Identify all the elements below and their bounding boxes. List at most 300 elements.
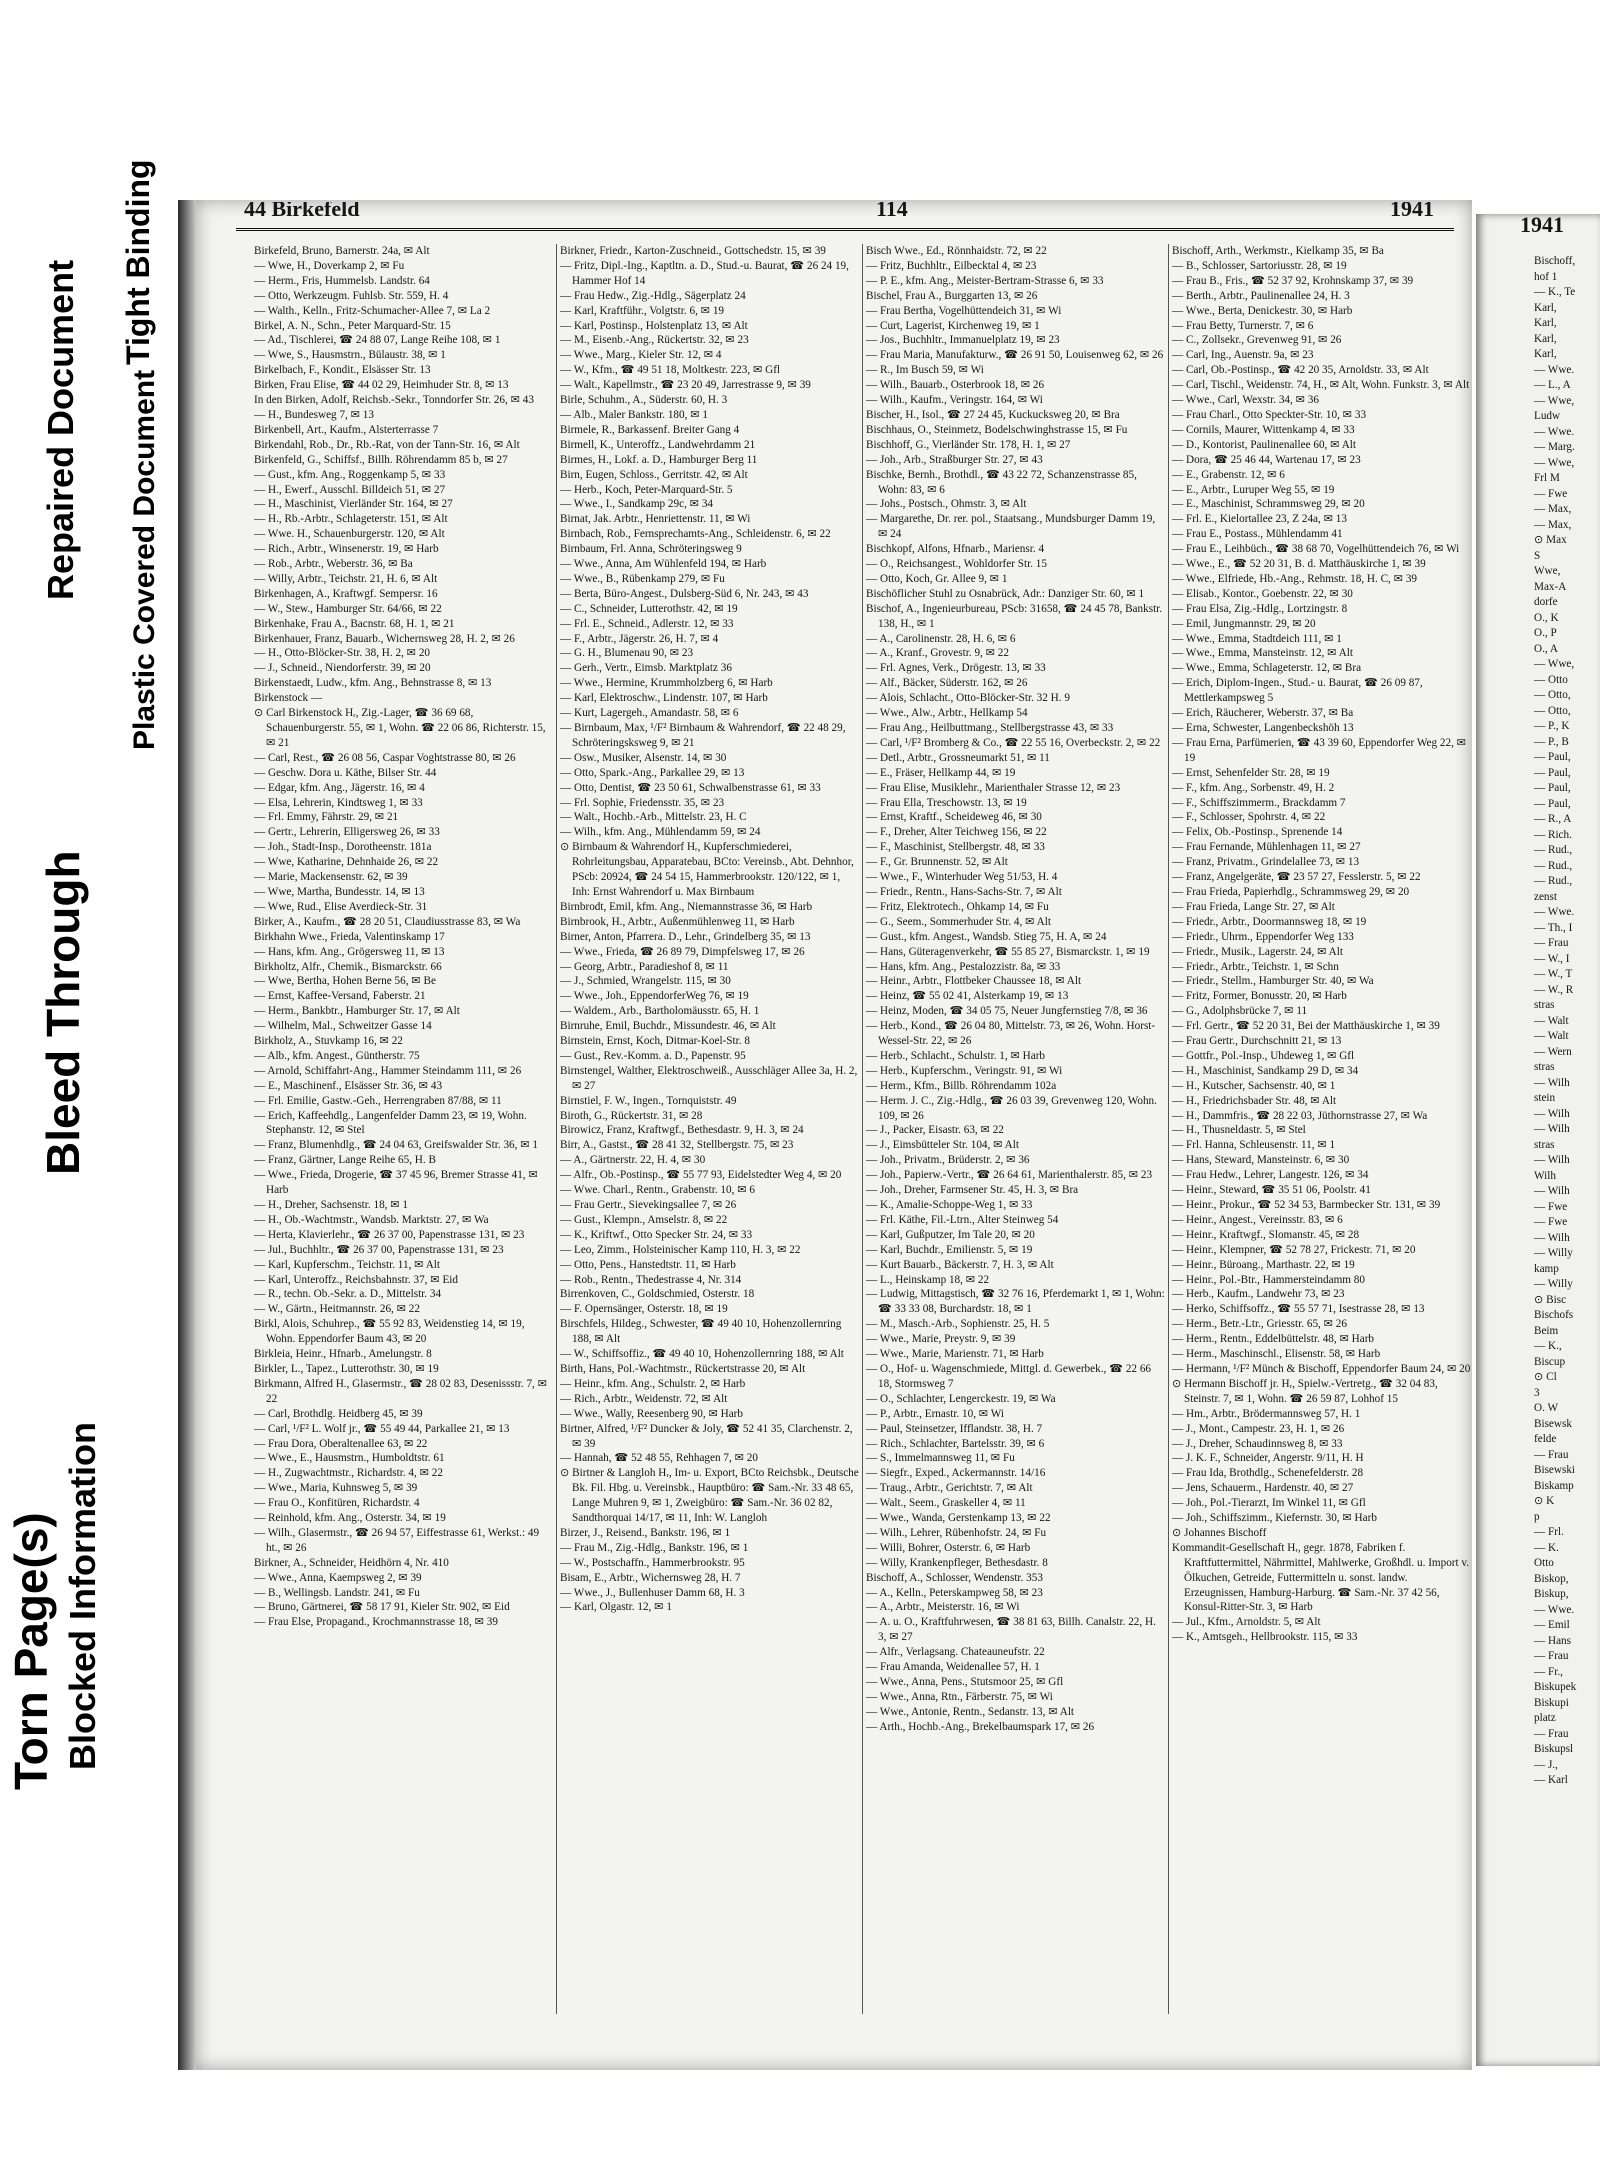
directory-entry: — Ernst, Kaffee-Versand, Faberstr. 21 — [254, 990, 426, 1003]
directory-entry: — Frau Amanda, Weidenallee 57, H. 1 — [866, 1661, 1040, 1674]
directory-entry: — Cornils, Maurer, Wittenkamp 4, ✉ 33 — [1172, 423, 1355, 436]
directory-entry: Birschfels, Hildeg., Schwester, ☎ 49 40 10, Hohenzollernring 188, ✉ Alt — [560, 1318, 842, 1346]
directory-entry: Bischhaus, O., Steinmetz, Bodelschwinghstrasse 15, ✉ Fu — [866, 423, 1128, 436]
directory-entry: — F., Gr. Brunnenstr. 52, ✉ Alt — [866, 856, 1008, 869]
next-page-fragment: — Wilh — [1534, 1123, 1570, 1135]
directory-entry: — Frau Charl., Otto Speckter-Str. 10, ✉ 33 — [1172, 408, 1367, 421]
next-page-fragment: stras — [1534, 999, 1555, 1011]
directory-entry: — Herb., Kaufm., Landwehr 73, ✉ 23 — [1172, 1288, 1345, 1301]
next-page-fragment: O., P — [1534, 627, 1557, 639]
next-page-fragment: — Wilh — [1534, 1154, 1570, 1166]
directory-entry: Birkefeld, Bruno, Barnerstr. 24a, ✉ Alt — [254, 245, 430, 257]
directory-entry: — Karl, Elektroschw., Lindenstr. 107, ✉ Harb — [560, 692, 768, 705]
directory-entry: ⊙ Hermann Bischoff jr. Hᵣ, Spielw.-Vertretg., ☎ 32 04 83, Steinstr. 7, ✉ 1, Wohn. ☎ 26 59 87, Lohhof 15 — [1172, 1377, 1438, 1405]
directory-entry: — Herb., Schlacht., Schulstr. 1, ✉ Harb — [866, 1049, 1046, 1062]
next-page-fragment: — Wilh — [1534, 1231, 1570, 1244]
directory-entry: — Joh., Dreher, Farmsener Str. 45, H. 3, ✉ Bra — [866, 1184, 1079, 1197]
directory-entry: — Otto, Pens., Hanstedtstr. 11, ✉ Harb — [560, 1258, 736, 1271]
directory-entry: Birkenfeld, G., Schiffsf., Billh. Röhrendamm 85 b, ✉ 27 — [254, 453, 508, 466]
next-page-fragment: Karl, — [1534, 332, 1557, 345]
next-page-fragment: felde — [1534, 1433, 1557, 1445]
directory-entry: — Walt., Seem., Graskeller 4, ✉ 11 — [866, 1497, 1026, 1510]
next-page-fragment: stras — [1534, 1061, 1555, 1073]
directory-entry: — Friedr., Rentn., Hans-Sachs-Str. 7, ✉ Alt — [866, 885, 1062, 898]
label-blocked-information: Blocked Information — [62, 1421, 103, 1770]
directory-entry: — Joh., Privatm., Brüderstr. 2, ✉ 36 — [866, 1154, 1030, 1167]
next-page-fragment: — Marg. — [1534, 441, 1575, 453]
directory-entry: — Otto, Koch, Gr. Allee 9, ✉ 1 — [866, 572, 1008, 585]
directory-entry: — Wwe., Marg., Kieler Str. 12, ✉ 4 — [560, 349, 722, 362]
next-page-fragment: ⊙ Bisc — [1534, 1293, 1567, 1306]
directory-entry: ⊙ Birnbaum & Wahrendorf Hᵣ, Kupferschmiederei, Rohrleitungsbau, Apparatebau, BCto: Vereinsb., Abt. Dehnhor, PScb: 20924, ☎ 24 54 15, Hammerbrookstr. 120/122, ✉ 1, Inh: Ernst Wahrendorf u. Max Birnbaum — [560, 841, 854, 898]
directory-entry: — Frau Else, Propagand., Krochmannstrasse 18, ✉ 39 — [254, 1616, 498, 1629]
directory-entry: — Rob., Rentn., Thedestrasse 4, Nr. 314 — [560, 1273, 742, 1286]
directory-entry: — Herm., Fris, Hummelsb. Landstr. 64 — [254, 274, 430, 287]
next-page-fragment: — Walt — [1534, 1030, 1569, 1042]
next-page-fragment: stein — [1534, 1092, 1556, 1104]
column-3 — [866, 244, 1166, 2014]
next-page-fragment: — R., A — [1534, 813, 1572, 825]
directory-entry: Birle, Schuhm., A., Süderstr. 60, H. 3 — [560, 394, 728, 407]
directory-entry: Birkelbach, F., Kondit., Elsässer Str. 13 — [254, 364, 431, 377]
directory-entry: — J., Eimsbütteler Str. 104, ✉ Alt — [866, 1139, 1019, 1152]
directory-entry: — Otto, Spark.-Ang., Parkallee 29, ✉ 13 — [560, 766, 745, 779]
directory-entry: ⊙ Birtner & Langloh Hᵣ, Im- u. Export, BCto Reichsbk., Deutsche Bk. Fil. Hbg. u. Vereinsbk., Hauptbüro: ☎ Sam.-Nr. 33 48 65, Lange Muhren 9, ✉ 1, Zweigbüro: ☎ Sam.-Nr. 36 02 82, Sandthorquai 14/17, ✉ 11, Inh: W. Langloh — [560, 1467, 859, 1525]
directory-entry: Birkner, Friedr., Karton-Zuschneid., Gottschedstr. 15, ✉ 39 — [560, 245, 826, 257]
directory-entry: — A., Gärtnerstr. 22, H. 4, ✉ 30 — [560, 1154, 706, 1167]
directory-entry: Birmell, K., Unteroffz., Landwehrdamm 21 — [560, 438, 756, 451]
directory-entry: Birken, Frau Elise, ☎ 44 02 29, Heimhuder Str. 8, ✉ 13 — [254, 379, 509, 392]
label-repaired-document: Repaired Document — [40, 259, 81, 600]
next-page-fragment: — Hans — [1534, 1634, 1571, 1647]
next-page-fragment: — Rich. — [1534, 828, 1572, 841]
directory-entry: — Alfr., Ob.-Postinsp., ☎ 55 77 93, Eidelstedter Weg 4, ✉ 20 — [560, 1169, 842, 1182]
directory-entry: — Franz, Angelgeräte, ☎ 23 57 27, Fesslerstr. 5, ✉ 22 — [1172, 871, 1421, 884]
directory-entry: Birmes, H., Lokf. a. D., Hamburger Berg 11 — [560, 453, 758, 466]
directory-entry: — C., Zollsekr., Grevenweg 91, ✉ 26 — [1172, 334, 1342, 347]
next-page-fragment: p — [1534, 1510, 1540, 1523]
column-4 — [1172, 244, 1472, 2014]
directory-entry: — Paul, Steinsetzer, Ifflandstr. 38, H. 7 — [866, 1422, 1043, 1435]
next-page-fragment: — Wwe. — [1534, 1603, 1575, 1616]
directory-entry: Birnbach, Rob., Fernsprechamts-Ang., Schleidenstr. 6, ✉ 22 — [560, 528, 831, 541]
directory-entry: — H., Thusneldastr. 5, ✉ Stel — [1172, 1124, 1306, 1137]
next-page-fragment: — P., B — [1534, 735, 1569, 748]
directory-entry: — Gertr., Lehrerin, Elligersweg 26, ✉ 33 — [254, 826, 440, 839]
next-page-fragment: — Frau — [1534, 1650, 1569, 1662]
directory-entry: — J., Schmied, Wrangelstr. 115, ✉ 30 — [560, 975, 731, 988]
directory-entry: — B., Schlosser, Sartoriusstr. 28, ✉ 19 — [1172, 259, 1347, 272]
directory-entry: — Herm., Bankbtr., Hamburger Str. 17, ✉ Alt — [254, 1005, 460, 1018]
directory-entry: Bischkopf, Alfons, Hfnarb., Mariensr. 4 — [866, 543, 1045, 556]
directory-entry: — Frau Ang., Heilbuttmang., Stellbergstrasse 43, ✉ 33 — [866, 722, 1114, 734]
next-page-fragment: Wwe, — [1534, 565, 1561, 577]
directory-entry: — Heinr., Klempner, ☎ 52 78 27, Frickestr. 71, ✉ 20 — [1172, 1243, 1416, 1256]
directory-page — [196, 200, 1472, 2070]
directory-entry: — Leo, Zimm., Holsteinischer Kamp 110, H. 3, ✉ 22 — [560, 1243, 801, 1256]
directory-entry: — H., Dammfris., ☎ 28 22 03, Jüthornstrasse 27, ✉ Wa — [1172, 1109, 1428, 1122]
directory-entry: — Emil, Jungmannstr. 29, ✉ 20 — [1172, 617, 1316, 630]
directory-entry: — Joh., Stadt-Insp., Dorotheenstr. 181a — [254, 841, 432, 854]
directory-entry: — Franz, Gärtner, Lange Reihe 65, H. B — [254, 1154, 436, 1167]
directory-entry: — Walth., Kelln., Fritz-Schumacher-Allee 7, ✉ La 2 — [254, 304, 491, 317]
directory-entry: Birkenbell, Art., Kaufm., Alsterterrasse 7 — [254, 423, 439, 436]
directory-entry: — Erich, Diplom-Ingen., Stud.- u. Baurat, ☎ 26 09 87, Mettlerkampsweg 5 — [1172, 677, 1423, 705]
next-page-fragment: — Wwe. — [1534, 425, 1575, 438]
directory-entry: Bisch Wwe., Ed., Rönnhaidstr. 72, ✉ 22 — [866, 245, 1047, 257]
directory-entry: — Heinr., Angest., Vereinsstr. 83, ✉ 6 — [1172, 1213, 1343, 1226]
directory-entry: — Frl. Sophie, Friedensstr. 35, ✉ 23 — [560, 796, 725, 809]
directory-entry: — F., Schlosser, Spohrstr. 4, ✉ 22 — [1172, 811, 1326, 824]
next-page-fragment: — Otto, — [1534, 689, 1571, 701]
next-page-fragment: — Frl. — [1534, 1526, 1564, 1538]
directory-entry: Birn, Eugen, Schloss., Gerritstr. 42, ✉ Alt — [560, 468, 748, 481]
directory-entry: — Herm. J. C., Zig.-Hdlg., ☎ 26 03 39, Grevenweg 120, Wohn. 109, ✉ 26 — [866, 1094, 1157, 1122]
directory-entry: — Jos., Buchhltr., Immanuelplatz 19, ✉ 23 — [866, 334, 1060, 347]
directory-entry: — Wilh., Kaufm., Veringstr. 164, ✉ Wi — [866, 394, 1043, 407]
next-page-fragment: Biskup, — [1534, 1588, 1569, 1600]
directory-entry: — Frau Gertr., Durchschnitt 21, ✉ 13 — [1172, 1035, 1342, 1048]
next-page-fragment: Biskupek — [1534, 1681, 1577, 1693]
directory-entry: — Gottfr., Pol.-Insp., Uhdeweg 1, ✉ Gfl — [1172, 1049, 1355, 1062]
directory-entry: — Alb., kfm. Angest., Güntherstr. 75 — [254, 1049, 420, 1062]
directory-entry: — Frl. Hanna, Schleusenstr. 11, ✉ 1 — [1172, 1139, 1336, 1152]
directory-entry: — Edgar, kfm. Ang., Jägerstr. 16, ✉ 4 — [254, 781, 425, 794]
directory-entry: — Wwe., Alw., Arbtr., Hellkamp 54 — [866, 707, 1028, 720]
next-page-fragment: — Max, — [1534, 503, 1572, 515]
column-2 — [560, 244, 860, 2014]
directory-entry: — H., Ewerf., Ausschl. Billdeich 51, ✉ 27 — [254, 483, 446, 496]
next-page-fragment: — Karl — [1534, 1774, 1568, 1786]
directory-entry: — Wilh., Glasermstr., ☎ 26 94 57, Eiffestrasse 61, Werkst.: 49 ht., ✉ 26 — [254, 1526, 540, 1554]
directory-entry: — Gust., Klempn., Amselstr. 8, ✉ 22 — [560, 1213, 728, 1226]
directory-entry: — Carl, Brothdlg. Heidberg 45, ✉ 39 — [254, 1407, 423, 1420]
book-spine — [178, 200, 196, 2070]
directory-entry: — Carl, Tischl., Weidenstr. 74, H., ✉ Alt, Wohn. Funkstr. 3, ✉ Alt — [1172, 379, 1470, 392]
directory-entry: — Wilh., Bauarb., Osterbrook 18, ✉ 26 — [866, 379, 1045, 392]
directory-entry: Birkenhauer, Franz, Bauarb., Wichernsweg 28, H. 2, ✉ 26 — [254, 632, 515, 645]
directory-entry: — Wwe., Antonie, Rentn., Sedanstr. 13, ✉ Alt — [866, 1705, 1075, 1718]
directory-entry: — Carl, Ing., Auenstr. 9a, ✉ 23 — [1172, 349, 1314, 362]
directory-entry: — F., Arbtr., Jägerstr. 26, H. 7, ✉ 4 — [560, 632, 719, 645]
directory-entry: — Frau Erna, Parfümerien, ☎ 43 39 60, Eppendorfer Weg 22, ✉ 19 — [1172, 736, 1467, 764]
next-page-fragment: O., K — [1534, 611, 1559, 624]
directory-entry: — H., Rb.-Arbtr., Schlageterstr. 151, ✉ Alt — [254, 513, 448, 526]
directory-entry: Birrenkoven, C., Goldschmied, Osterstr. 18 — [560, 1288, 755, 1301]
directory-entry: Birth, Hans, Pol.-Wachtmstr., Rückertstrasse 20, ✉ Alt — [560, 1362, 806, 1375]
next-page-fragment: Max-A — [1534, 580, 1567, 593]
next-page-fragment: Beim — [1534, 1324, 1559, 1337]
directory-entry: — Wwe., Frieda, Drogerie, ☎ 37 45 96, Bremer Strasse 41, ✉ Harb — [254, 1169, 538, 1197]
directory-entry: — Walt., Kapellmstr., ☎ 23 20 49, Jarrestrasse 9, ✉ 39 — [560, 379, 811, 392]
directory-entry: — K., Kriftwf., Otto Specker Str. 24, ✉ 33 — [560, 1228, 753, 1241]
directory-entry: — Carl, ¹/F² Bromberg & Co., ☎ 22 55 16, Overbeckstr. 2, ✉ 22 — [866, 736, 1161, 749]
directory-entry: — G., Adolphsbrücke 7, ✉ 11 — [1172, 1005, 1308, 1018]
directory-entry: — Herb., Kond., ☎ 26 04 80, Mittelstr. 73, ✉ 26, Wohn. Horst-Wessel-Str. 22, ✉ 26 — [866, 1020, 1156, 1048]
directory-entry: — Wwe, Katharine, Dehnhaide 26, ✉ 22 — [254, 856, 439, 869]
directory-entry: — Ad., Tischlerei, ☎ 24 88 07, Lange Reihe 108, ✉ 1 — [254, 334, 501, 347]
column-rule — [862, 244, 863, 2014]
directory-entry: Birkendahl, Rob., Dr., Rb.-Rat, von der Tann-Str. 16, ✉ Alt — [254, 438, 520, 451]
next-page-fragment: — K. — [1534, 1541, 1559, 1554]
directory-entry: — Wilh., Lehrer, Rübenhofstr. 24, ✉ Fu — [866, 1526, 1047, 1539]
directory-entry: Birnbrook, H., Arbtr., Außenmühlenweg 11, ✉ Harb — [560, 915, 795, 928]
directory-entry: — Hans, kfm. Ang., Pestalozzistr. 8a, ✉ 33 — [866, 960, 1061, 973]
directory-entry: — Otto, Dentist, ☎ 23 50 61, Schwalbenstrasse 61, ✉ 33 — [560, 781, 821, 794]
next-page-fragment: — Frau — [1534, 1448, 1569, 1461]
directory-entry: — Karl, Olgastr. 12, ✉ 1 — [560, 1601, 672, 1614]
directory-entry: — Erich, Kaffeehdlg., Langenfelder Damm 23, ✉ 19, Wohn. Stephanstr. 12, ✉ Stel — [254, 1109, 527, 1137]
next-page-fragment: 3 — [1534, 1386, 1540, 1399]
directory-entry: — Wwe, H., Doverkamp 2, ✉ Fu — [254, 259, 405, 272]
directory-entry: — Frau Dora, Oberaltenallee 63, ✉ 22 — [254, 1437, 428, 1450]
next-page-fragment: — Emil — [1534, 1619, 1570, 1631]
directory-entry: — K., Amalie-Schoppe-Weg 1, ✉ 33 — [866, 1199, 1033, 1211]
directory-entry: — Frl. E., Schneid., Adlerstr. 12, ✉ 33 — [560, 617, 734, 630]
directory-entry: — Heinr., Prokur., ☎ 52 34 53, Barmbecker Str. 131, ✉ 39 — [1172, 1199, 1441, 1211]
directory-entry: — Heinr., Arbtr., Flottbeker Chaussee 18, ✉ Alt — [866, 975, 1082, 988]
directory-entry: — Fritz, Elektrotech., Ohkamp 14, ✉ Fu — [866, 900, 1049, 913]
directory-entry: — Joh., Papierw.-Vertr., ☎ 26 64 61, Marienthalerstr. 85, ✉ 23 — [866, 1169, 1153, 1182]
next-page-fragment: — Willy — [1534, 1247, 1573, 1259]
directory-entry: Birnbaum, Frl. Anna, Schröteringsweg 9 — [560, 543, 742, 556]
directory-entry: Birkmann, Alfred H., Glasermstr., ☎ 28 02 83, Desenissstr. 7, ✉ 22 — [254, 1377, 548, 1405]
directory-entry: — Birnbaum, Max, ¹/F² Birnbaum & Wahrendorf, ☎ 22 48 29, Schröteringsksweg 9, ✉ 21 — [560, 722, 846, 749]
directory-entry: — O., Reichsangest., Wohldorfer Str. 15 — [866, 558, 1047, 571]
directory-entry: Birnbrodt, Emil, kfm. Ang., Niemannstrasse 36, ✉ Harb — [560, 900, 813, 913]
next-page-fragment: — Wern — [1534, 1045, 1572, 1058]
directory-entry: — Erna, Schwester, Langenbeckshöh 13 — [1172, 722, 1354, 734]
next-page-fragment: Biskupsl — [1534, 1743, 1574, 1755]
next-page-fragment: Biscup — [1534, 1355, 1566, 1368]
next-page-fragment: — Paul, — [1534, 751, 1571, 763]
directory-entry: — Frau Gertr., Sievekingsallee 7, ✉ 26 — [560, 1199, 737, 1211]
column-1 — [254, 244, 554, 2014]
directory-entry: Birnstiel, F. W., Ingen., Tornquiststr. 49 — [560, 1094, 737, 1107]
directory-entry: — Frl. Emilie, Gastw.-Geh., Herrengraben 87/88, ✉ 11 — [254, 1094, 502, 1107]
directory-entry: Birker, A., Kaufm., ☎ 28 20 51, Claudiusstrasse 83, ✉ Wa — [254, 915, 521, 928]
directory-entry: — Wwe, S., Hausmstrn., Bülaustr. 38, ✉ 1 — [254, 349, 446, 362]
directory-entry: — Herb., Koch, Peter-Marquard-Str. 5 — [560, 483, 733, 496]
next-page-fragment: hof 1 — [1534, 270, 1558, 283]
directory-entry: — Alfr., Verlagsang. Chateauneufstr. 22 — [866, 1646, 1045, 1659]
next-page-fragment: Frl M — [1534, 472, 1560, 484]
directory-entry: Birr, A., Gastst., ☎ 28 41 32, Stellbergstr. 75, ✉ 23 — [560, 1139, 794, 1152]
directory-entry: — Bruno, Gärtnerei, ☎ 58 17 91, Kieler Str. 902, ✉ Eid — [254, 1601, 510, 1614]
directory-entry: Birmele, R., Barkassenf. Breiter Gang 4 — [560, 423, 740, 436]
directory-entry: — K., Amtsgeh., Hellbrookstr. 115, ✉ 33 — [1172, 1631, 1358, 1644]
directory-entry: — Hans, Steward, Mansteinstr. 6, ✉ 30 — [1172, 1154, 1350, 1167]
directory-entry: — Otto, Werkzeugm. Fuhlsb. Str. 559, H. 4 — [254, 289, 449, 302]
next-page-fragment: O., A — [1534, 642, 1558, 655]
next-page-fragment: — Otto — [1534, 673, 1568, 686]
next-page-fragment: — Wilh — [1534, 1107, 1570, 1120]
directory-entry: — Curt, Lagerist, Kirchenweg 19, ✉ 1 — [866, 319, 1040, 332]
directory-entry: Birkel, A. N., Schn., Peter Marquard-Str. 15 — [254, 319, 451, 332]
directory-entry: — W., Postschaffn., Hammerbrookstr. 95 — [560, 1556, 745, 1569]
directory-entry: — Wwe., Hermine, Krummholzberg 6, ✉ Harb — [560, 677, 773, 690]
directory-entry: — Heinr., Pol.-Btr., Hammersteindamm 80 — [1172, 1273, 1365, 1286]
directory-entry: Birzer, J., Reisend., Bankstr. 196, ✉ 1 — [560, 1526, 731, 1539]
directory-entry: — Dora, ☎ 25 46 44, Wartenau 17, ✉ 23 — [1172, 453, 1361, 466]
directory-entry: — Frau Fernande, Mühlenhagen 11, ✉ 27 — [1172, 841, 1361, 854]
directory-entry: — Wwe., Maria, Kuhnsweg 5, ✉ 39 — [254, 1482, 418, 1495]
directory-entry: — Frau M., Zig.-Hdlg., Bankstr. 196, ✉ 1 — [560, 1541, 749, 1554]
directory-entry: — Wwe, Bertha, Hohen Berne 56, ✉ Be — [254, 975, 436, 988]
header-page-number: 114 — [876, 202, 908, 221]
directory-entry: — Elisab., Kontor., Goebenstr. 22, ✉ 30 — [1172, 587, 1353, 600]
page-header — [236, 202, 1454, 231]
directory-entry: — Frau Hedw., Zig.-Hdlg., Sägerplatz 24 — [560, 289, 746, 302]
directory-entry: Birkl, Alois, Schuhrep., ☎ 55 92 83, Weidenstieg 14, ✉ 19, Wohn. Eppendorfer Baum 43, ✉ 20 — [254, 1318, 525, 1346]
directory-entry: — S., Immelmannsweg 11, ✉ Fu — [866, 1452, 1015, 1465]
directory-entry: — Hans, Güteragenverkehr, ☎ 55 85 27, Bismarckstr. 1, ✉ 19 — [866, 945, 1150, 958]
directory-entry: — Felix, Ob.-Postinsp., Sprenende 14 — [1172, 826, 1343, 839]
directory-entry: — Friedr., Musik., Lagerstr. 24, ✉ Alt — [1172, 945, 1343, 958]
directory-entry: — P., Arbtr., Ernastr. 10, ✉ Wi — [866, 1407, 1004, 1420]
directory-entry: Birkhahn Wwe., Frieda, Valentinskamp 17 — [254, 930, 445, 943]
directory-entry: — Walt., Hochb.-Arb., Mittelstr. 23, H. C — [560, 811, 747, 824]
directory-entry: — Elsa, Lehrerin, Kindtsweg 1, ✉ 33 — [254, 796, 423, 809]
directory-entry: Birnstengel, Walther, Elektroschweiß., Ausschläger Allee 3a, H. 2, ✉ 27 — [560, 1064, 858, 1092]
directory-entry: Bischel, Frau A., Burggarten 13, ✉ 26 — [866, 289, 1038, 302]
directory-entry: — Herm., Rentn., Eddelbüttelstr. 48, ✉ Harb — [1172, 1333, 1375, 1346]
header-running-title: 44 Birkefeld — [244, 202, 360, 221]
directory-entry: — H., Friedrichsbader Str. 48, ✉ Alt — [1172, 1094, 1337, 1107]
next-page-fragment: stras — [1534, 1138, 1555, 1151]
directory-entry: — Frau Elise, Musiklehr., Marienthaler Strasse 12, ✉ 23 — [866, 781, 1121, 794]
directory-entry: — Frl. E., Kielortallee 23, Z 24a, ✉ 13 — [1172, 513, 1347, 526]
directory-entry: — Frl. Emmy, Fährstr. 29, ✉ 21 — [254, 811, 399, 824]
next-page-edge — [1476, 214, 1600, 2066]
directory-entry: — Wwe., Emma, Stadtdeich 111, ✉ 1 — [1172, 632, 1342, 645]
directory-entry: — Fritz, Former, Bonusstr. 20, ✉ Harb — [1172, 990, 1347, 1003]
next-page-fragment: — Wilh — [1534, 1185, 1570, 1197]
directory-entry: — Gust., kfm. Ang., Roggenkamp 5, ✉ 33 — [254, 468, 446, 481]
directory-entry: Biroth, G., Rückertstr. 31, ✉ 28 — [560, 1109, 703, 1122]
directory-entry: — Heinz, ☎ 55 02 41, Alsterkamp 19, ✉ 13 — [866, 990, 1069, 1003]
directory-entry: — H., Bundesweg 7, ✉ 13 — [254, 408, 374, 421]
directory-entry: — W., Gärtn., Heitmannstr. 26, ✉ 22 — [254, 1303, 420, 1316]
directory-entry: Birowicz, Franz, Kraftwgf., Bethesdastr. 9, H. 3, ✉ 24 — [560, 1124, 804, 1137]
directory-entry: — H., Otto-Blöcker-Str. 38, H. 2, ✉ 20 — [254, 647, 431, 660]
directory-entry: — Herm., Betr.-Ltr., Griesstr. 65, ✉ 26 — [1172, 1318, 1347, 1331]
directory-entry: — B., Wellingsb. Landstr. 241, ✉ Fu — [254, 1586, 420, 1599]
directory-entry: Bischke, Bernh., Brothdl., ☎ 43 22 72, Schanzenstrasse 85, Wohn: 83, ✉ 6 — [866, 468, 1137, 496]
next-page-fragment: Karl, — [1534, 317, 1557, 329]
directory-entry: — Frau Hedw., Lehrer, Langestr. 126, ✉ 34 — [1172, 1169, 1369, 1182]
next-page-fragment: ⊙ Cl — [1534, 1371, 1557, 1383]
next-page-fragment: — Frau — [1534, 937, 1569, 949]
directory-entry: — Siegfr., Exped., Ackermannstr. 14/16 — [866, 1467, 1046, 1480]
directory-entry: — H., Ob.-Wachtmstr., Wandsb. Marktstr. 27, ✉ Wa — [254, 1213, 489, 1226]
next-page-fragment: Ludw — [1534, 410, 1561, 422]
directory-entry: — Wilh., kfm. Ang., Mühlendamm 59, ✉ 24 — [560, 826, 761, 839]
directory-entry: Birkleia, Heinr., Hfnarb., Amelungstr. 8 — [254, 1348, 432, 1361]
next-page-fragment: — Wwe. — [1534, 906, 1575, 918]
directory-entry: — Frau Betty, Turnerstr. 7, ✉ 6 — [1172, 319, 1314, 332]
directory-entry: Birkenhake, Frau A., Bacnstr. 68, H. 1, ✉ 21 — [254, 617, 455, 630]
directory-entry: — Wwe., Emma, Mansteinstr. 12, ✉ Alt — [1172, 647, 1354, 660]
directory-entry: Bischöflicher Stuhl zu Osnabrück, Adr.: Danziger Str. 60, ✉ 1 — [866, 587, 1145, 600]
directory-entry: — E., Fräser, Hellkamp 44, ✉ 19 — [866, 766, 1016, 779]
directory-entry: — Wwe., Anna, Am Wühlenfeld 194, ✉ Harb — [560, 558, 767, 571]
directory-entry: Bischhoff, G., Vierländer Str. 178, H. 1, ✉ 27 — [866, 438, 1071, 451]
directory-entry: — Frau E., Leihbüch., ☎ 38 68 70, Vogelhüttendeich 76, ✉ Wi — [1172, 543, 1460, 556]
next-page-fragment: — Otto, — [1534, 704, 1571, 717]
directory-entry: — Heinr., Steward, ☎ 35 51 06, Poolstr. 41 — [1172, 1184, 1371, 1197]
next-page-header: 1941 — [1520, 214, 1564, 237]
directory-entry: — Gust., kfm. Angest., Wandsb. Stieg 75, H. A, ✉ 24 — [866, 930, 1107, 943]
directory-entry: — Karl, Kupferschm., Teichstr. 11, ✉ Alt — [254, 1258, 441, 1271]
directory-entry: — Frau B., Fris., ☎ 52 37 92, Krohnskamp 37, ✉ 39 — [1172, 274, 1414, 287]
directory-entry: — Heinr., Kraftwgf., Slomanstr. 45, ✉ 28 — [1172, 1228, 1360, 1241]
directory-entry: — Rich., Arbtr., Winsenerstr. 19, ✉ Harb — [254, 543, 439, 556]
next-page-fragment: — K., — [1534, 1340, 1562, 1352]
directory-entry: — F. Opernsänger, Osterstr. 18, ✉ 19 — [560, 1303, 728, 1316]
directory-entry: — F., Maschinist, Stellbergstr. 48, ✉ 33 — [866, 841, 1045, 854]
directory-entry: In den Birken, Adolf, Reichsb.-Sekr., Tonndorfer Str. 26, ✉ 43 — [254, 394, 534, 407]
directory-entry: — Marie, Mackensenstr. 62, ✉ 39 — [254, 871, 408, 884]
directory-entry: — Fritz, Dipl.-Ing., Kaptltn. a. D., Stud.-u. Baurat, ☎ 26 24 19, Hammer Hof 14 — [560, 259, 849, 287]
directory-entry: — O., Schlachter, Lengerckestr. 19, ✉ Wa — [866, 1392, 1056, 1405]
directory-entry: — Frau E., Postass., Mühlendamm 41 — [1172, 528, 1343, 541]
directory-entry: — Johs., Postsch., Ohmstr. 3, ✉ Alt — [866, 498, 1027, 511]
directory-entry: — J., Mont., Campestr. 23, H. 1, ✉ 26 — [1172, 1422, 1345, 1435]
directory-entry: — Wwe., Wally, Reesenberg 90, ✉ Harb — [560, 1407, 743, 1420]
next-page-fragment: Wilh — [1534, 1169, 1556, 1182]
next-page-fragment: — Fwe — [1534, 1216, 1568, 1228]
next-page-fragment: — J., — [1534, 1758, 1558, 1771]
directory-entry: — Wwe., E., Hausmstrn., Humboldtstr. 61 — [254, 1452, 445, 1465]
next-page-fragment: — Rud., — [1534, 859, 1573, 872]
directory-entry: — Carl, ¹/F² L. Wolf jr., ☎ 55 49 44, Parkallee 21, ✉ 13 — [254, 1422, 510, 1435]
directory-entry: — Wwe., E., ☎ 52 20 31, B. d. Matthäuskirche 1, ✉ 39 — [1172, 558, 1426, 571]
directory-entry: — Wwe., Joh., EppendorferWeg 76, ✉ 19 — [560, 990, 749, 1003]
directory-entry: — Gust., Rev.-Komm. a. D., Papenstr. 95 — [560, 1049, 746, 1062]
next-page-fragment: kamp — [1534, 1262, 1559, 1275]
directory-entry: — A., Kranf., Grovestr. 9, ✉ 22 — [866, 647, 1009, 660]
directory-entry: — Herko, Schiffsoffz., ☎ 55 57 71, Isestrasse 28, ✉ 13 — [1172, 1303, 1425, 1316]
next-page-fragment: — Fr., — [1534, 1665, 1563, 1678]
next-page-fragment: — L., A — [1534, 379, 1571, 391]
directory-entry: — Margarethe, Dr. rer. pol., Staatsang., Mundsburger Damm 19, ✉ 24 — [866, 513, 1156, 541]
directory-entry: — Reinhold, kfm. Ang., Osterstr. 34, ✉ 19 — [254, 1512, 446, 1525]
directory-entry: — W., Stew., Hamburger Str. 64/66, ✉ 22 — [254, 602, 442, 615]
next-page-fragment: — Wwe, — [1534, 658, 1575, 670]
directory-entry: — Hermann, ¹/F² Münch & Bischoff, Eppendorfer Baum 24, ✉ 20 — [1172, 1362, 1471, 1375]
next-page-fragment: — Wwe, — [1534, 394, 1575, 407]
directory-entry: — A., Kelln., Peterskampweg 58, ✉ 23 — [866, 1586, 1043, 1599]
directory-entry: — Joh., Schiffszimm., Kiefernstr. 30, ✉ Harb — [1172, 1512, 1377, 1525]
next-page-fragment: — W., R — [1534, 983, 1574, 996]
directory-entry: — Ernst, Sehenfelder Str. 28, ✉ 19 — [1172, 766, 1330, 779]
directory-entry: — Wwe., Emma, Schlageterstr. 12, ✉ Bra — [1172, 662, 1362, 675]
directory-entry: — R., techn. Ob.-Sekr. a. D., Mittelstr. 34 — [254, 1288, 442, 1301]
directory-entry: — A., Arbtr., Meisterstr. 16, ✉ Wi — [866, 1601, 1020, 1614]
directory-entry: — Heinr., Büroang., Marthastr. 22, ✉ 19 — [1172, 1258, 1355, 1271]
directory-entry: — Joh., Arb., Straßburger Str. 27, ✉ 43 — [866, 453, 1043, 466]
directory-entry: Bischer, H., Isol., ☎ 27 24 45, Kuckucksweg 20, ✉ Bra — [866, 408, 1120, 421]
directory-entry: — Wwe., Elfriede, Hb.-Ang., Rehmstr. 18, H. C, ✉ 39 — [1172, 572, 1418, 585]
directory-entry: — Rob., Arbtr., Weberstr. 36, ✉ Ba — [254, 558, 413, 571]
next-page-fragment: S — [1534, 549, 1541, 562]
directory-entry: — Frau Maria, Manufakturw., ☎ 26 91 50, Louisenweg 62, ✉ 26 — [866, 349, 1164, 362]
directory-entry: — E., Grabenstr. 12, ✉ 6 — [1172, 468, 1285, 481]
directory-entry: — Waldem., Arb., Bartholomäusstr. 65, H. 1 — [560, 1005, 760, 1018]
next-page-fragment: Otto — [1534, 1557, 1554, 1569]
next-page-fragment: zenst — [1534, 890, 1557, 903]
